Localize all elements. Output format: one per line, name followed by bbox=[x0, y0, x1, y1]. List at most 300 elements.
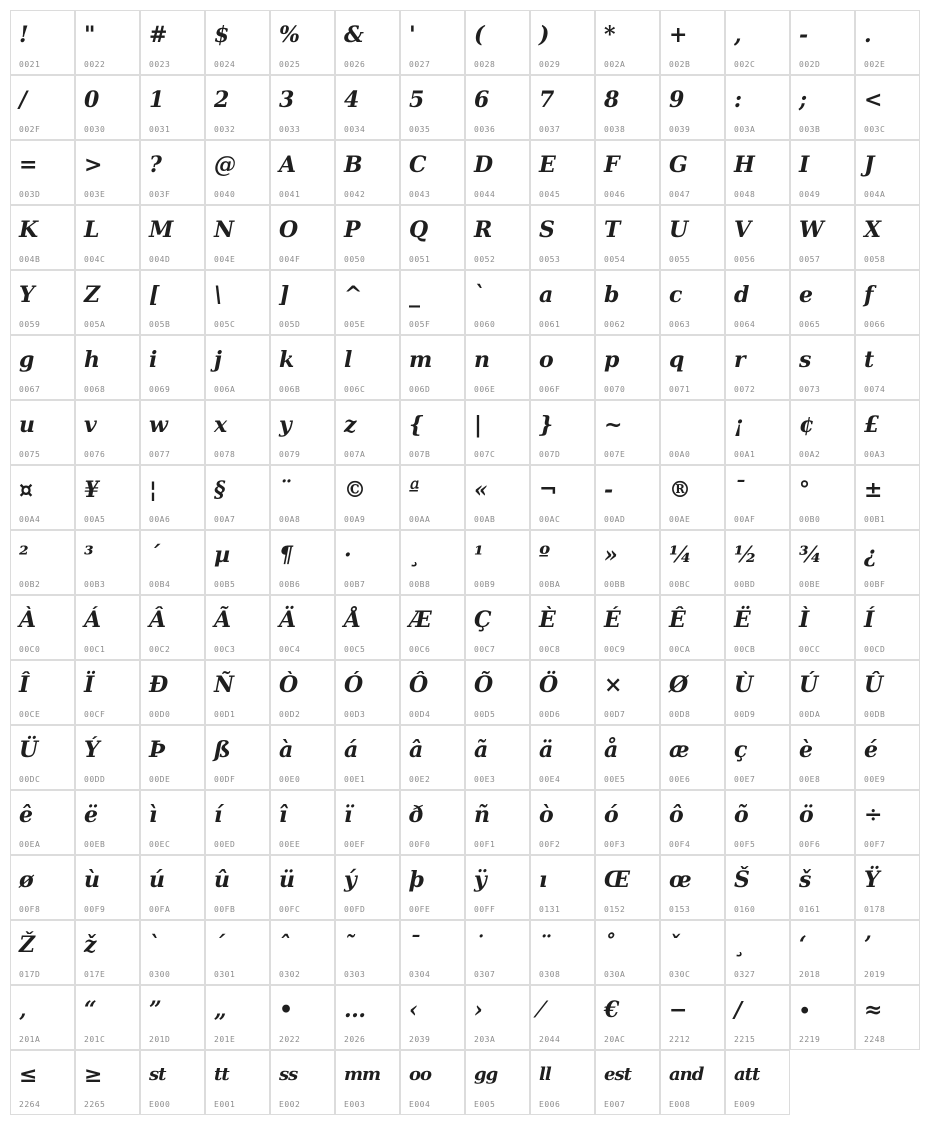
glyph-cell bbox=[75, 465, 140, 530]
glyph-sample: ± bbox=[864, 477, 883, 503]
glyph-sample: å bbox=[604, 737, 619, 763]
glyph-cell bbox=[10, 1050, 75, 1115]
glyph-sample: q bbox=[669, 347, 685, 373]
glyph-sample: ³ bbox=[84, 542, 94, 568]
glyph-cell bbox=[205, 270, 270, 335]
glyph-codepoint: 00E4 bbox=[539, 775, 561, 784]
glyph-sample: … bbox=[344, 997, 366, 1023]
glyph-cell bbox=[660, 10, 725, 75]
glyph-cell bbox=[270, 465, 335, 530]
glyph-sample: Ò bbox=[279, 672, 299, 698]
glyph-cell bbox=[400, 205, 465, 270]
glyph-sample: À bbox=[19, 607, 37, 633]
glyph-codepoint: 017E bbox=[84, 970, 106, 979]
glyph-sample: ⁄ bbox=[539, 997, 543, 1023]
glyph-cell bbox=[335, 595, 400, 660]
glyph-cell bbox=[10, 790, 75, 855]
glyph-sample: Ó bbox=[344, 672, 364, 698]
glyph-codepoint: 00D1 bbox=[214, 710, 236, 719]
glyph-sample: \ bbox=[214, 282, 223, 308]
glyph-cell bbox=[725, 660, 790, 725]
glyph-sample: Ú bbox=[799, 672, 819, 698]
glyph-codepoint: 007B bbox=[409, 450, 431, 459]
glyph-codepoint: 003B bbox=[799, 125, 821, 134]
glyph-codepoint: 00EC bbox=[149, 840, 171, 849]
glyph-sample: ¼ bbox=[669, 542, 692, 568]
glyph-cell bbox=[595, 920, 660, 985]
glyph-cell bbox=[335, 75, 400, 140]
glyph-codepoint: E004 bbox=[409, 1100, 431, 1109]
glyph-codepoint: 006C bbox=[344, 385, 366, 394]
glyph-codepoint: 00EA bbox=[19, 840, 41, 849]
glyph-cell bbox=[595, 725, 660, 790]
glyph-sample: att bbox=[734, 1064, 760, 1085]
glyph-codepoint: 0304 bbox=[409, 970, 431, 979]
glyph-sample: g bbox=[19, 347, 35, 373]
glyph-cell bbox=[335, 400, 400, 465]
glyph-cell bbox=[205, 595, 270, 660]
glyph-sample: · bbox=[344, 542, 352, 568]
glyph-sample: / bbox=[19, 87, 28, 113]
glyph-sample: O bbox=[279, 217, 299, 243]
glyph-cell bbox=[140, 205, 205, 270]
glyph-codepoint: 0070 bbox=[604, 385, 626, 394]
glyph-sample: Ì bbox=[799, 607, 810, 633]
glyph-cell bbox=[140, 855, 205, 920]
glyph-codepoint: 00EB bbox=[84, 840, 106, 849]
glyph-cell bbox=[10, 75, 75, 140]
glyph-cell bbox=[790, 985, 855, 1050]
glyph-cell bbox=[400, 920, 465, 985]
glyph-cell bbox=[10, 335, 75, 400]
glyph-sample: Ê bbox=[669, 607, 686, 633]
glyph-codepoint: 00CF bbox=[84, 710, 106, 719]
glyph-sample: ‚ bbox=[19, 997, 27, 1023]
glyph-cell bbox=[335, 725, 400, 790]
glyph-sample: ð bbox=[409, 802, 424, 828]
glyph-sample: é bbox=[864, 737, 878, 763]
glyph-codepoint: 002E bbox=[864, 60, 886, 69]
glyph-cell bbox=[790, 270, 855, 335]
glyph-codepoint: 0075 bbox=[19, 450, 41, 459]
glyph-sample: ss bbox=[279, 1064, 298, 1085]
glyph-cell bbox=[140, 10, 205, 75]
glyph-sample: L bbox=[84, 217, 100, 243]
glyph-cell bbox=[335, 10, 400, 75]
glyph-sample: mm bbox=[344, 1064, 381, 1085]
glyph-cell bbox=[790, 465, 855, 530]
glyph-codepoint: 0307 bbox=[474, 970, 496, 979]
glyph-sample: € bbox=[604, 997, 620, 1023]
glyph-codepoint: 201E bbox=[214, 1035, 236, 1044]
glyph-cell bbox=[400, 855, 465, 920]
glyph-sample: G bbox=[669, 152, 688, 178]
glyph-sample: ÿ bbox=[474, 867, 487, 893]
glyph-sample: ! bbox=[19, 22, 29, 48]
glyph-codepoint: 004D bbox=[149, 255, 171, 264]
glyph-codepoint: 00E5 bbox=[604, 775, 626, 784]
glyph-codepoint: 00AF bbox=[734, 515, 756, 524]
glyph-codepoint: 0160 bbox=[734, 905, 756, 914]
glyph-cell bbox=[270, 920, 335, 985]
glyph-cell bbox=[595, 465, 660, 530]
glyph-codepoint: 00DE bbox=[149, 775, 171, 784]
glyph-codepoint: 00AD bbox=[604, 515, 626, 524]
glyph-codepoint: 0055 bbox=[669, 255, 691, 264]
glyph-cell bbox=[725, 205, 790, 270]
glyph-cell bbox=[10, 660, 75, 725]
glyph-codepoint: 0074 bbox=[864, 385, 886, 394]
glyph-sample: ÷ bbox=[864, 802, 883, 828]
glyph-codepoint: 004B bbox=[19, 255, 41, 264]
glyph-cell bbox=[595, 75, 660, 140]
glyph-codepoint: 0044 bbox=[474, 190, 496, 199]
glyph-sample: ý bbox=[344, 867, 357, 893]
glyph-sample: u bbox=[19, 412, 35, 438]
glyph-sample: n bbox=[474, 347, 490, 373]
glyph-cell bbox=[660, 855, 725, 920]
glyph-sample: st bbox=[149, 1064, 166, 1085]
glyph-sample: M bbox=[149, 217, 174, 243]
glyph-cell bbox=[400, 790, 465, 855]
glyph-cell bbox=[270, 335, 335, 400]
glyph-sample: l bbox=[344, 347, 353, 373]
glyph-codepoint: 00E7 bbox=[734, 775, 756, 784]
glyph-cell bbox=[530, 10, 595, 75]
glyph-codepoint: 00CE bbox=[19, 710, 41, 719]
glyph-sample: ’ bbox=[864, 932, 872, 958]
glyph-cell bbox=[400, 75, 465, 140]
glyph-sample: ≈ bbox=[864, 997, 883, 1023]
glyph-codepoint: 00BB bbox=[604, 580, 626, 589]
glyph-sample: ∙ bbox=[799, 997, 811, 1023]
glyph-cell bbox=[855, 270, 920, 335]
glyph-codepoint: 003A bbox=[734, 125, 756, 134]
glyph-codepoint: 005F bbox=[409, 320, 431, 329]
glyph-sample: + bbox=[669, 22, 688, 48]
glyph-cell bbox=[530, 205, 595, 270]
glyph-sample: ä bbox=[539, 737, 554, 763]
glyph-cell bbox=[10, 205, 75, 270]
glyph-sample: ¤ bbox=[19, 477, 33, 503]
glyph-cell bbox=[270, 595, 335, 660]
glyph-codepoint: 00A9 bbox=[344, 515, 366, 524]
glyph-cell bbox=[10, 985, 75, 1050]
glyph-codepoint: 0031 bbox=[149, 125, 171, 134]
glyph-codepoint: 0043 bbox=[409, 190, 431, 199]
glyph-codepoint: 00DB bbox=[864, 710, 886, 719]
glyph-sample: ^ bbox=[344, 282, 363, 308]
glyph-cell bbox=[10, 270, 75, 335]
glyph-codepoint: 00F0 bbox=[409, 840, 431, 849]
glyph-codepoint: 0053 bbox=[539, 255, 561, 264]
glyph-codepoint: 0026 bbox=[344, 60, 366, 69]
glyph-sample: < bbox=[864, 87, 883, 113]
glyph-codepoint: 00D6 bbox=[539, 710, 561, 719]
glyph-codepoint: 00D2 bbox=[279, 710, 301, 719]
glyph-sample: Ð bbox=[149, 672, 169, 698]
glyph-sample: i bbox=[149, 347, 158, 373]
glyph-cell bbox=[140, 920, 205, 985]
glyph-cell bbox=[530, 1050, 595, 1115]
glyph-codepoint: 00F1 bbox=[474, 840, 496, 849]
glyph-cell bbox=[205, 855, 270, 920]
glyph-cell bbox=[140, 595, 205, 660]
glyph-codepoint: 0079 bbox=[279, 450, 301, 459]
glyph-sample: P bbox=[344, 217, 361, 243]
glyph-codepoint: 0073 bbox=[799, 385, 821, 394]
glyph-cell bbox=[465, 530, 530, 595]
glyph-sample: T bbox=[604, 217, 621, 243]
glyph-sample: £ bbox=[864, 412, 880, 438]
glyph-codepoint: 2039 bbox=[409, 1035, 431, 1044]
glyph-sample: Á bbox=[84, 607, 102, 633]
glyph-codepoint: 00EF bbox=[344, 840, 366, 849]
glyph-sample: F bbox=[604, 152, 620, 178]
glyph-codepoint: 0078 bbox=[214, 450, 236, 459]
glyph-codepoint: 00C9 bbox=[604, 645, 626, 654]
glyph-cell bbox=[75, 400, 140, 465]
glyph-cell bbox=[465, 335, 530, 400]
glyph-codepoint: 0036 bbox=[474, 125, 496, 134]
glyph-cell bbox=[270, 75, 335, 140]
glyph-sample: " bbox=[84, 22, 96, 48]
glyph-sample: S bbox=[539, 217, 555, 243]
glyph-sample: ê bbox=[19, 802, 33, 828]
glyph-codepoint: 00E1 bbox=[344, 775, 366, 784]
glyph-codepoint: E001 bbox=[214, 1100, 236, 1109]
glyph-sample: ë bbox=[84, 802, 98, 828]
glyph-sample: ` bbox=[149, 932, 160, 958]
glyph-cell bbox=[400, 530, 465, 595]
glyph-cell bbox=[465, 465, 530, 530]
glyph-sample: á bbox=[344, 737, 359, 763]
glyph-sample: y bbox=[279, 412, 292, 438]
glyph-sample: W bbox=[799, 217, 824, 243]
glyph-sample: à bbox=[279, 737, 294, 763]
glyph-sample: Ç bbox=[474, 607, 492, 633]
glyph-codepoint: 00DF bbox=[214, 775, 236, 784]
glyph-sample: A bbox=[279, 152, 297, 178]
glyph-codepoint: 0024 bbox=[214, 60, 236, 69]
glyph-sample: Î bbox=[19, 672, 30, 698]
glyph-sample: ¦ bbox=[149, 477, 158, 503]
glyph-sample: ] bbox=[279, 282, 290, 308]
glyph-codepoint: 00ED bbox=[214, 840, 236, 849]
glyph-codepoint: 0153 bbox=[669, 905, 691, 914]
glyph-sample: µ bbox=[214, 542, 231, 568]
glyph-sample: ¿ bbox=[864, 542, 877, 568]
glyph-cell bbox=[725, 920, 790, 985]
glyph-codepoint: 00AE bbox=[669, 515, 691, 524]
glyph-codepoint: 00A0 bbox=[669, 450, 691, 459]
glyph-codepoint: 017D bbox=[19, 970, 41, 979]
glyph-sample: ˜ bbox=[344, 932, 355, 958]
glyph-sample: » bbox=[604, 542, 618, 568]
glyph-sample: d bbox=[734, 282, 750, 308]
glyph-sample: ï bbox=[344, 802, 353, 828]
glyph-sample: ´ bbox=[149, 542, 160, 568]
glyph-codepoint: 00E0 bbox=[279, 775, 301, 784]
glyph-codepoint: E005 bbox=[474, 1100, 496, 1109]
glyph-cell bbox=[10, 10, 75, 75]
glyph-cell bbox=[10, 595, 75, 660]
glyph-cell bbox=[10, 400, 75, 465]
glyph-sample: . bbox=[864, 22, 872, 48]
glyph-cell bbox=[595, 335, 660, 400]
glyph-sample: tt bbox=[214, 1064, 229, 1085]
glyph-sample: Q bbox=[409, 217, 429, 243]
glyph-codepoint: 0035 bbox=[409, 125, 431, 134]
glyph-codepoint: 0068 bbox=[84, 385, 106, 394]
glyph-codepoint: 007C bbox=[474, 450, 496, 459]
glyph-codepoint: 00A8 bbox=[279, 515, 301, 524]
glyph-codepoint: 2212 bbox=[669, 1035, 691, 1044]
glyph-codepoint: E007 bbox=[604, 1100, 626, 1109]
glyph-sample: I bbox=[799, 152, 810, 178]
glyph-codepoint: E006 bbox=[539, 1100, 561, 1109]
glyph-codepoint: 0072 bbox=[734, 385, 756, 394]
glyph-codepoint: 203A bbox=[474, 1035, 496, 1044]
glyph-codepoint: 002A bbox=[604, 60, 626, 69]
glyph-sample: 1 bbox=[149, 87, 165, 113]
glyph-codepoint: E003 bbox=[344, 1100, 366, 1109]
glyph-sample: Í bbox=[864, 607, 875, 633]
glyph-sample: ß bbox=[214, 737, 231, 763]
glyph-cell bbox=[790, 725, 855, 790]
glyph-codepoint: 0045 bbox=[539, 190, 561, 199]
glyph-sample: Z bbox=[84, 282, 101, 308]
glyph-sample: ¸ bbox=[734, 932, 745, 958]
glyph-codepoint: 00B2 bbox=[19, 580, 41, 589]
glyph-sample: Ä bbox=[279, 607, 297, 633]
glyph-sample: ? bbox=[149, 152, 162, 178]
glyph-sample: ı bbox=[539, 867, 548, 893]
glyph-sample: â bbox=[409, 737, 424, 763]
glyph-codepoint: 0034 bbox=[344, 125, 366, 134]
glyph-codepoint: 0030 bbox=[84, 125, 106, 134]
glyph-cell bbox=[530, 140, 595, 205]
glyph-cell bbox=[465, 270, 530, 335]
glyph-cell bbox=[855, 205, 920, 270]
glyph-sample: ∕ bbox=[734, 997, 743, 1023]
glyph-sample: # bbox=[149, 22, 168, 48]
glyph-cell bbox=[725, 75, 790, 140]
glyph-cell bbox=[855, 790, 920, 855]
glyph-cell bbox=[595, 140, 660, 205]
glyph-cell bbox=[270, 660, 335, 725]
glyph-sample: ( bbox=[474, 22, 485, 48]
glyph-sample: m bbox=[409, 347, 433, 373]
glyph-sample: a bbox=[539, 282, 554, 308]
glyph-sample: D bbox=[474, 152, 494, 178]
glyph-sample: ° bbox=[799, 477, 810, 503]
glyph-sample: « bbox=[474, 477, 488, 503]
glyph-cell bbox=[725, 595, 790, 660]
glyph-cell bbox=[270, 140, 335, 205]
glyph-cell bbox=[10, 920, 75, 985]
glyph-sample: ≥ bbox=[84, 1062, 103, 1088]
glyph-sample: ã bbox=[474, 737, 489, 763]
glyph-cell bbox=[465, 595, 530, 660]
glyph-sample: } bbox=[539, 412, 554, 438]
glyph-codepoint: 00C3 bbox=[214, 645, 236, 654]
glyph-sample: ç bbox=[734, 737, 748, 763]
glyph-cell bbox=[725, 140, 790, 205]
glyph-sample: gg bbox=[474, 1064, 498, 1085]
glyph-sample: ˇ bbox=[669, 932, 680, 958]
glyph-sample: ¹ bbox=[474, 542, 484, 568]
glyph-sample: Œ bbox=[604, 867, 630, 893]
glyph-cell bbox=[660, 790, 725, 855]
glyph-codepoint: 2265 bbox=[84, 1100, 106, 1109]
glyph-cell bbox=[660, 1050, 725, 1115]
glyph-sample: Ö bbox=[539, 672, 559, 698]
glyph-sample: ¶ bbox=[279, 542, 293, 568]
glyph-sample: : bbox=[734, 87, 743, 113]
glyph-cell bbox=[10, 140, 75, 205]
glyph-codepoint: 00B7 bbox=[344, 580, 366, 589]
glyph-codepoint: 006A bbox=[214, 385, 236, 394]
glyph-codepoint: 0041 bbox=[279, 190, 301, 199]
glyph-codepoint: 00A3 bbox=[864, 450, 886, 459]
glyph-cell bbox=[660, 335, 725, 400]
glyph-cell bbox=[75, 270, 140, 335]
glyph-cell bbox=[270, 270, 335, 335]
glyph-codepoint: 00C0 bbox=[19, 645, 41, 654]
glyph-codepoint: 00D5 bbox=[474, 710, 496, 719]
glyph-sample: í bbox=[214, 802, 223, 828]
glyph-sample: ¨ bbox=[539, 932, 550, 958]
glyph-codepoint: 00CA bbox=[669, 645, 691, 654]
glyph-cell bbox=[595, 270, 660, 335]
glyph-cell bbox=[790, 790, 855, 855]
glyph-cell bbox=[335, 530, 400, 595]
glyph-codepoint: 00F3 bbox=[604, 840, 626, 849]
glyph-codepoint: 0033 bbox=[279, 125, 301, 134]
glyph-cell bbox=[465, 1050, 530, 1115]
glyph-sample: § bbox=[214, 477, 226, 503]
glyph-cell bbox=[400, 400, 465, 465]
glyph-codepoint: 00F7 bbox=[864, 840, 886, 849]
glyph-sample: h bbox=[84, 347, 100, 373]
glyph-codepoint: 006D bbox=[409, 385, 431, 394]
glyph-sample: Ž bbox=[19, 932, 36, 958]
glyph-cell bbox=[790, 205, 855, 270]
glyph-codepoint: 00F8 bbox=[19, 905, 41, 914]
glyph-cell bbox=[465, 855, 530, 920]
glyph-sample: ò bbox=[539, 802, 554, 828]
glyph-codepoint: 0058 bbox=[864, 255, 886, 264]
glyph-codepoint: E009 bbox=[734, 1100, 756, 1109]
glyph-cell bbox=[270, 725, 335, 790]
glyph-codepoint: 00BE bbox=[799, 580, 821, 589]
glyph-cell bbox=[530, 75, 595, 140]
glyph-cell bbox=[725, 400, 790, 465]
glyph-sample: ¨ bbox=[279, 477, 290, 503]
glyph-cell bbox=[75, 10, 140, 75]
glyph-cell bbox=[75, 1050, 140, 1115]
glyph-cell bbox=[205, 400, 270, 465]
glyph-sample: Ã bbox=[214, 607, 232, 633]
glyph-codepoint: 007D bbox=[539, 450, 561, 459]
glyph-cell bbox=[465, 75, 530, 140]
glyph-cell bbox=[140, 270, 205, 335]
glyph-sample: 6 bbox=[474, 87, 490, 113]
glyph-sample: 2 bbox=[214, 87, 230, 113]
glyph-cell bbox=[75, 205, 140, 270]
glyph-cell bbox=[140, 530, 205, 595]
